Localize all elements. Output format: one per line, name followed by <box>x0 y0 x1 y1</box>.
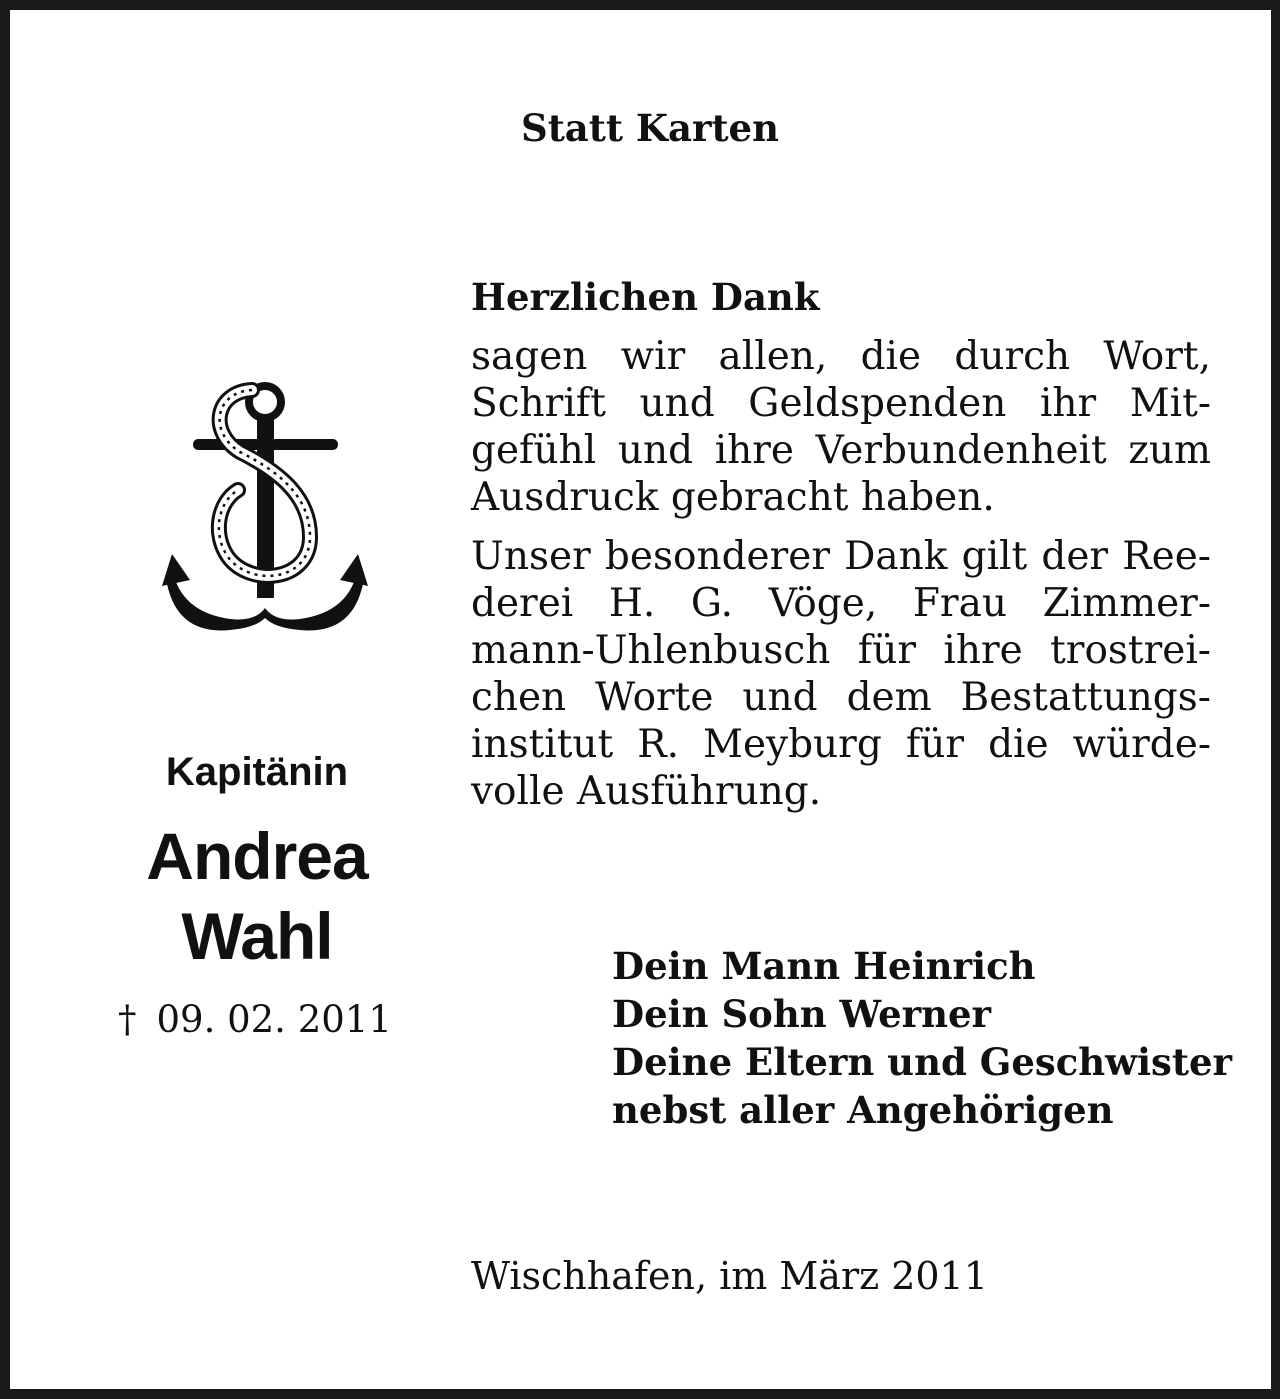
family-line: Dein Mann Heinrich <box>612 944 1036 988</box>
word: für <box>857 628 916 673</box>
word: mann-Uhlenbusch <box>471 628 831 673</box>
text-line <box>471 333 1211 380</box>
deceased-last-name: Wahl <box>181 899 333 973</box>
word: ihre <box>714 428 795 473</box>
anchor-with-rope-icon <box>160 372 370 632</box>
text-line <box>471 721 1211 768</box>
word: die <box>988 722 1049 767</box>
word: ihre <box>943 628 1023 673</box>
word: Bestattungs- <box>960 675 1211 720</box>
word: R. <box>637 722 680 767</box>
death-date: 09. 02. 2011 <box>156 998 392 1041</box>
word: würde- <box>1072 722 1211 767</box>
word: Geldspenden <box>748 381 1007 426</box>
deceased-first-name: Andrea <box>146 819 368 893</box>
thanks-title: Herzlichen Dank <box>471 275 820 319</box>
word: ihr <box>1039 381 1097 426</box>
word: chen <box>471 675 567 720</box>
family-signatures <box>612 942 1232 1134</box>
word: durch <box>954 334 1071 379</box>
text-line: volle Ausführung. <box>471 769 822 814</box>
word: Verbundenheit <box>815 428 1107 473</box>
family-line: Deine Eltern und Geschwister <box>612 1040 1232 1084</box>
word: wir <box>620 334 686 379</box>
word: Worte <box>595 675 714 720</box>
word: gilt <box>961 534 1028 579</box>
place-and-date: Wischhafen, im März 2011 <box>471 1254 988 1298</box>
word: dem <box>846 675 932 720</box>
word: der <box>1041 534 1109 579</box>
word: Unser <box>471 534 591 579</box>
text-line <box>471 427 1211 474</box>
dagger-symbol: † <box>118 998 137 1041</box>
word: Schrift <box>471 381 606 426</box>
word: für <box>905 722 965 767</box>
word: sagen <box>471 334 588 379</box>
text-line <box>471 380 1211 427</box>
word: trostrei- <box>1050 628 1211 673</box>
word: und <box>639 381 715 426</box>
word: Zimmer- <box>1042 581 1211 626</box>
text-line <box>471 580 1211 627</box>
word: Meyburg <box>703 722 882 767</box>
word: Dank <box>844 534 948 579</box>
word: Frau <box>912 581 1007 626</box>
word: G. <box>690 581 734 626</box>
word: gefühl <box>471 428 597 473</box>
notice-heading: Statt Karten <box>520 106 779 150</box>
word: H. <box>608 581 656 626</box>
thanks-paragraph-1 <box>471 333 1211 521</box>
deceased-title: Kapitänin <box>165 750 349 794</box>
word: Mit- <box>1129 381 1211 426</box>
family-line: Dein Sohn Werner <box>612 992 992 1036</box>
text-line <box>471 533 1211 580</box>
word: die <box>860 334 922 379</box>
word: Wort, <box>1103 334 1211 379</box>
word: und <box>617 428 694 473</box>
text-line <box>471 627 1211 674</box>
word: zum <box>1128 428 1211 473</box>
word: besonderer <box>604 534 830 579</box>
death-date-line <box>118 998 392 1041</box>
word: institut <box>471 722 614 767</box>
word: Vöge, <box>768 581 878 626</box>
text-line <box>471 674 1211 721</box>
word: allen, <box>718 334 828 379</box>
word: und <box>742 675 818 720</box>
thanks-paragraph-2 <box>471 533 1211 815</box>
family-line: nebst aller Angehörigen <box>612 1088 1114 1132</box>
word: derei <box>471 581 574 626</box>
text-line: Ausdruck gebracht haben. <box>471 475 995 520</box>
word: Ree- <box>1122 534 1211 579</box>
